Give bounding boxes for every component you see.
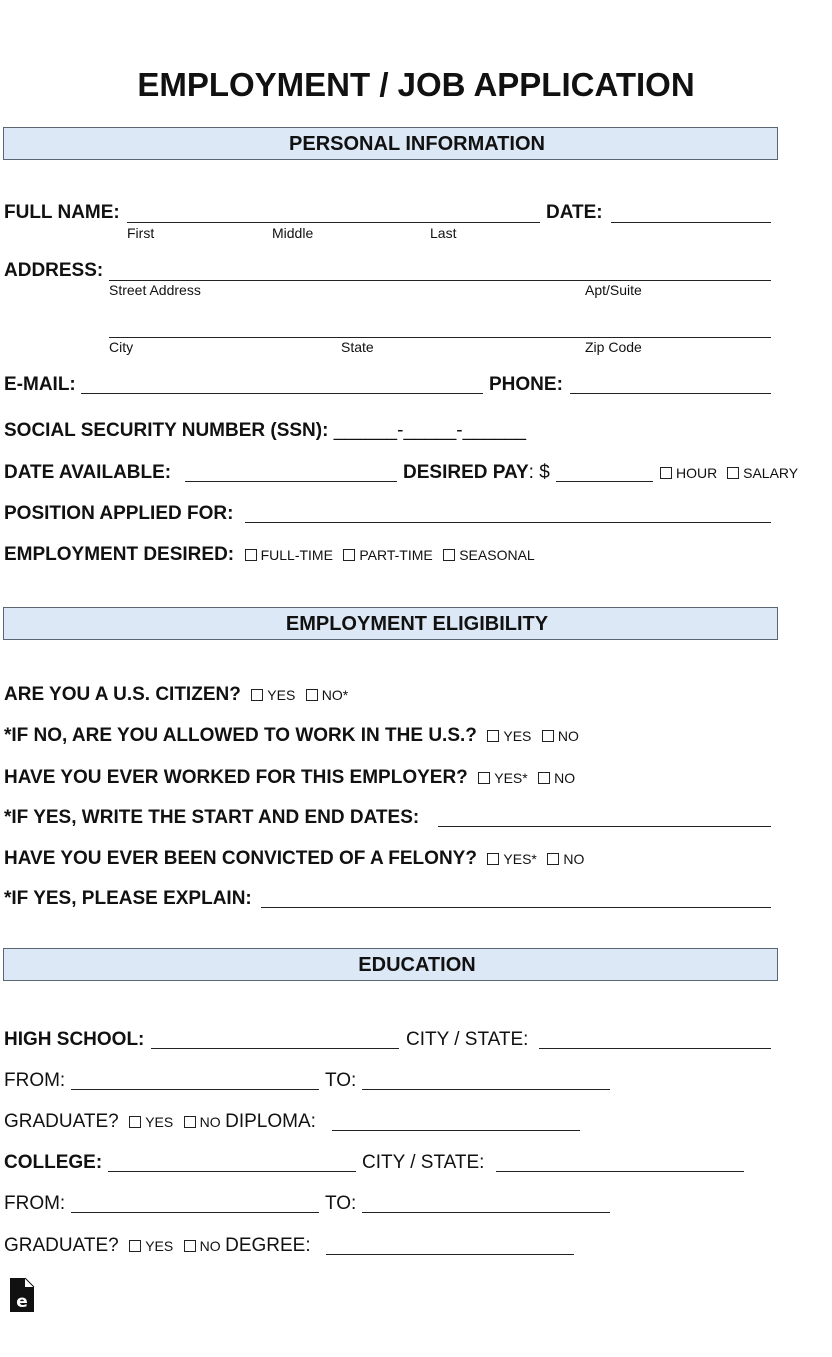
college-graduate-yes-checkbox[interactable] [129, 1240, 141, 1252]
worked-yes-checkbox[interactable] [478, 772, 490, 784]
page-title: EMPLOYMENT / JOB APPLICATION [137, 66, 695, 103]
worked-no-checkbox[interactable] [538, 772, 550, 784]
allowed-yes-checkbox[interactable] [487, 730, 499, 742]
yes-label: YES [267, 687, 296, 703]
desired-pay-label: DESIRED PAY [403, 462, 529, 483]
felony-yes-checkbox[interactable] [487, 853, 499, 865]
dates-label: *IF YES, WRITE THE START AND END DATES: [4, 807, 420, 828]
college-graduate-no-checkbox[interactable] [184, 1240, 196, 1252]
citizen-question: ARE YOU A U.S. CITIZEN? [4, 684, 241, 705]
seasonal-label: SEASONAL [459, 547, 535, 563]
full-time-label: FULL-TIME [260, 547, 333, 563]
ssn-field[interactable]: ______-_____-______ [333, 420, 527, 441]
college-to-field[interactable] [362, 1212, 610, 1213]
yes-label: YES [145, 1238, 174, 1254]
worked-row [4, 767, 575, 789]
dates-field[interactable] [438, 826, 771, 827]
explain-field[interactable] [261, 907, 771, 908]
no-label: NO* [321, 687, 349, 703]
high-school-field[interactable] [151, 1048, 399, 1049]
hour-checkbox[interactable] [660, 467, 672, 479]
salary-label: SALARY [743, 465, 799, 481]
salary-checkbox[interactable] [727, 467, 739, 479]
logo-letter: e [16, 1292, 28, 1312]
desired-pay-field[interactable] [556, 481, 653, 482]
full-time-checkbox[interactable] [245, 549, 257, 561]
zip-caption: Zip Code [585, 339, 642, 355]
date-available-field[interactable] [185, 481, 397, 482]
graduate-label: GRADUATE? [4, 1235, 119, 1256]
citizen-no-checkbox[interactable] [306, 689, 318, 701]
address-label: ADDRESS: [4, 260, 104, 281]
degree-field[interactable] [326, 1254, 574, 1255]
section-title: EMPLOYMENT ELIGIBILITY [285, 613, 549, 635]
hs-from-field[interactable] [71, 1089, 319, 1090]
section-title: EDUCATION [358, 954, 476, 976]
no-label: NO [563, 851, 585, 867]
document-e-logo-icon [10, 1278, 34, 1312]
felony-question: HAVE YOU EVER BEEN CONVICTED OF A FELONY? [4, 848, 477, 869]
hs-city-state-label: CITY / STATE: [406, 1029, 529, 1050]
full-name-field[interactable] [127, 222, 540, 223]
college-label: COLLEGE: [4, 1152, 103, 1173]
date-label: DATE: [546, 202, 603, 223]
college-field[interactable] [108, 1171, 356, 1172]
high-school-label: HIGH SCHOOL: [4, 1029, 145, 1050]
college-from-field[interactable] [71, 1212, 319, 1213]
yes-label: YES [145, 1114, 174, 1130]
employment-desired-row [4, 544, 535, 566]
middle-caption: Middle [272, 225, 314, 241]
state-caption: State [341, 339, 374, 355]
yes-label: YES [503, 728, 532, 744]
hour-label: HOUR [676, 465, 718, 481]
worked-question: HAVE YOU EVER WORKED FOR THIS EMPLOYER? [4, 767, 468, 788]
college-city-state-field[interactable] [496, 1171, 744, 1172]
hs-graduate-no-checkbox[interactable] [184, 1116, 196, 1128]
city-state-zip-field[interactable] [109, 337, 771, 338]
section-title: PERSONAL INFORMATION [289, 133, 545, 155]
felony-row [4, 848, 584, 870]
ssn-label [4, 420, 526, 442]
part-time-checkbox[interactable] [343, 549, 355, 561]
email-field[interactable] [81, 393, 483, 394]
no-label: NO [557, 728, 579, 744]
full-name-label: FULL NAME: [4, 202, 120, 223]
ssn-label-text: SOCIAL SECURITY NUMBER (SSN): [4, 420, 329, 441]
position-label: POSITION APPLIED FOR: [4, 503, 234, 524]
allowed-row [4, 725, 579, 747]
part-time-label: PART-TIME [359, 547, 433, 563]
citizen-row [4, 684, 348, 706]
date-field[interactable] [611, 222, 771, 223]
no-label: NO [199, 1238, 221, 1254]
no-label: NO [199, 1114, 221, 1130]
first-caption: First [127, 225, 155, 241]
college-city-state-label: CITY / STATE: [362, 1152, 485, 1173]
pay-period-options [654, 465, 798, 481]
street-caption: Street Address [109, 282, 201, 298]
hs-graduate-yes-checkbox[interactable] [129, 1116, 141, 1128]
pay-prefix: : $ [528, 462, 550, 483]
degree-label: DEGREE: [225, 1235, 311, 1256]
diploma-label: DIPLOMA: [225, 1111, 316, 1132]
hs-to-field[interactable] [362, 1089, 610, 1090]
hs-from-label: FROM: [4, 1070, 66, 1091]
citizen-yes-checkbox[interactable] [251, 689, 263, 701]
college-from-label: FROM: [4, 1193, 66, 1214]
phone-field[interactable] [570, 393, 771, 394]
no-label: NO [554, 770, 576, 786]
date-available-label: DATE AVAILABLE: [4, 462, 172, 483]
email-label: E-MAIL: [4, 374, 76, 395]
college-to-label: TO: [325, 1193, 357, 1214]
seasonal-checkbox[interactable] [443, 549, 455, 561]
position-field[interactable] [245, 522, 771, 523]
section-header-personal [3, 127, 778, 160]
section-header-eligibility [3, 607, 778, 640]
graduate-label: GRADUATE? [4, 1111, 119, 1132]
explain-label: *IF YES, PLEASE EXPLAIN: [4, 888, 252, 909]
allowed-question: *IF NO, ARE YOU ALLOWED TO WORK IN THE U.S.? [4, 725, 477, 746]
apt-caption: Apt/Suite [585, 282, 642, 298]
hs-city-state-field[interactable] [539, 1048, 771, 1049]
street-address-field[interactable] [109, 280, 771, 281]
felony-no-checkbox[interactable] [547, 853, 559, 865]
hs-to-label: TO: [325, 1070, 357, 1091]
employment-desired-label: EMPLOYMENT DESIRED: [4, 544, 235, 565]
allowed-no-checkbox[interactable] [542, 730, 554, 742]
last-caption: Last [430, 225, 457, 241]
yes-label: YES* [494, 770, 528, 786]
city-caption: City [109, 339, 134, 355]
section-header-education [3, 948, 778, 981]
yes-label: YES* [503, 851, 537, 867]
phone-label: PHONE: [489, 374, 563, 395]
diploma-field[interactable] [332, 1130, 580, 1131]
college-graduate-row [4, 1235, 311, 1257]
desired-pay-row [403, 462, 550, 484]
hs-graduate-row [4, 1111, 316, 1133]
